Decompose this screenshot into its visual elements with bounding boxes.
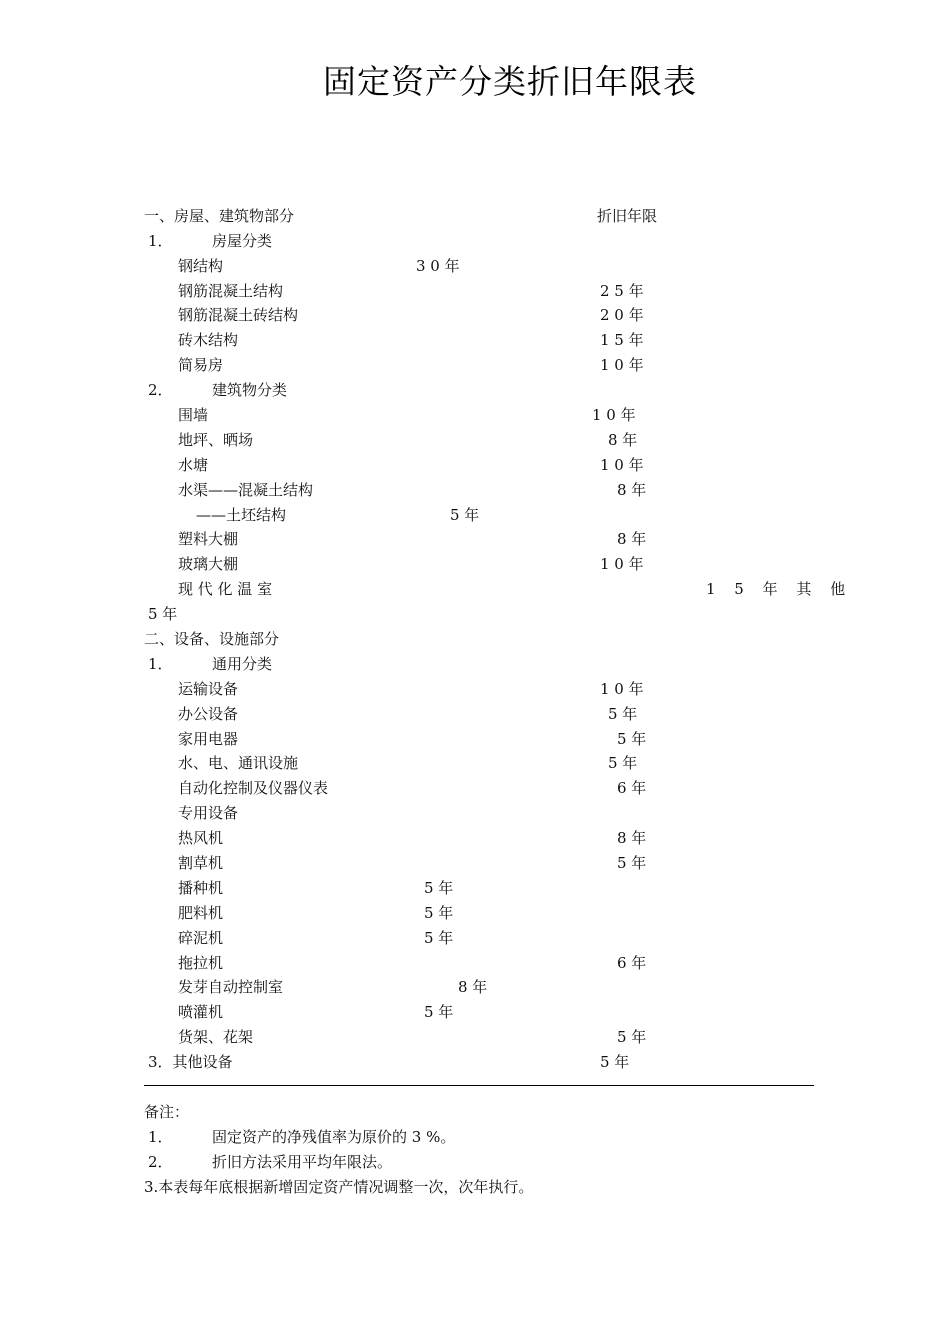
group-number: 1． — [148, 655, 173, 673]
item-years: 1 0 年 — [600, 356, 644, 374]
item-name: 碎泥机 — [178, 929, 224, 947]
item-name: 现 代 化 温 室 — [178, 580, 273, 598]
item-years: 5 年 — [424, 904, 454, 922]
group-label: 通用分类 — [212, 655, 273, 673]
item-name: ——土坯结构 — [196, 506, 287, 524]
note-text: 3.本表每年底根据新增固定资产情况调整一次，次年执行。 — [144, 1178, 534, 1196]
item-years: 8 年 — [617, 829, 647, 847]
item-name: 水、电、通讯设施 — [178, 754, 299, 772]
item-name: 割草机 — [178, 854, 224, 872]
group-number: 2． — [148, 381, 173, 399]
item-name: 砖木结构 — [178, 331, 239, 349]
item-name: 热风机 — [178, 829, 224, 847]
item-name: 播种机 — [178, 879, 224, 897]
item-years: 1 5 年 — [600, 331, 644, 349]
item-years: 6 年 — [617, 779, 647, 797]
item-years: 5 年 — [424, 879, 454, 897]
item-years: 1 0 年 — [592, 406, 636, 424]
item-name: 玻璃大棚 — [178, 555, 239, 573]
item-years: 8 年 — [617, 481, 647, 499]
item-name: 钢筋混凝土砖结构 — [178, 306, 299, 324]
group-number: 1． — [148, 232, 173, 250]
group-label: 建筑物分类 — [212, 381, 288, 399]
item-name: 肥料机 — [178, 904, 224, 922]
item-years: 8 年 — [458, 978, 488, 996]
item-name: 钢结构 — [178, 257, 224, 275]
item-name: 运输设备 — [178, 680, 239, 698]
item-years: 5 年 — [608, 754, 638, 772]
item-name: 家用电器 — [178, 730, 239, 748]
item-years: 2 0 年 — [600, 306, 644, 324]
note-number: 2． — [148, 1153, 173, 1171]
divider-rule — [144, 1085, 814, 1086]
item-years: 1 0 年 — [600, 555, 644, 573]
item-years: 5 年 — [617, 730, 647, 748]
item-years: 2 5 年 — [600, 282, 644, 300]
item-name: 地坪、晒场 — [178, 431, 254, 449]
item-name: 办公设备 — [178, 705, 239, 723]
item-years: 1 0 年 — [600, 456, 644, 474]
subgroup-label: 专用设备 — [178, 804, 239, 822]
item-name: 拖拉机 — [178, 954, 224, 972]
note-text: 固定资产的净残值率为原价的 3 %。 — [212, 1128, 456, 1146]
item-years: 1 5 年 其 他 — [706, 580, 853, 598]
item-years: 6 年 — [617, 954, 647, 972]
item-years: 8 年 — [608, 431, 638, 449]
item-name: 货架、花架 — [178, 1028, 254, 1046]
column-header: 折旧年限 — [597, 207, 658, 225]
item-name: 水塘 — [178, 456, 209, 474]
section-heading: 一、房屋、建筑物部分 — [144, 207, 295, 225]
group-label: 房屋分类 — [212, 232, 273, 250]
group-label: 3．其他设备 — [148, 1053, 233, 1071]
section-heading: 二、设备、设施部分 — [144, 630, 280, 648]
item-name: 围墙 — [178, 406, 209, 424]
page-title: 固定资产分类折旧年限表 — [323, 62, 697, 101]
item-years: 5 年 — [608, 705, 638, 723]
item-years: 3 0 年 — [416, 257, 460, 275]
item-name: 水渠——混凝土结构 — [178, 481, 314, 499]
item-name: 发芽自动控制室 — [178, 978, 284, 996]
notes-heading: 备注： — [144, 1103, 190, 1121]
item-years: 5 年 — [600, 1053, 630, 1071]
item-years: 1 0 年 — [600, 680, 644, 698]
item-years: 5 年 — [450, 506, 480, 524]
item-name: 钢筋混凝土结构 — [178, 282, 284, 300]
note-number: 1． — [148, 1128, 173, 1146]
item-years: 8 年 — [617, 530, 647, 548]
note-text: 折旧方法采用平均年限法。 — [212, 1153, 393, 1171]
item-name: 自动化控制及仪器仪表 — [178, 779, 329, 797]
item-name: 喷灌机 — [178, 1003, 224, 1021]
item-years: 5 年 — [424, 1003, 454, 1021]
item-years: 5 年 — [617, 854, 647, 872]
item-years: 5 年 — [424, 929, 454, 947]
item-years: 5 年 — [148, 605, 178, 623]
item-years: 5 年 — [617, 1028, 647, 1046]
item-name: 塑料大棚 — [178, 530, 239, 548]
item-name: 简易房 — [178, 356, 224, 374]
